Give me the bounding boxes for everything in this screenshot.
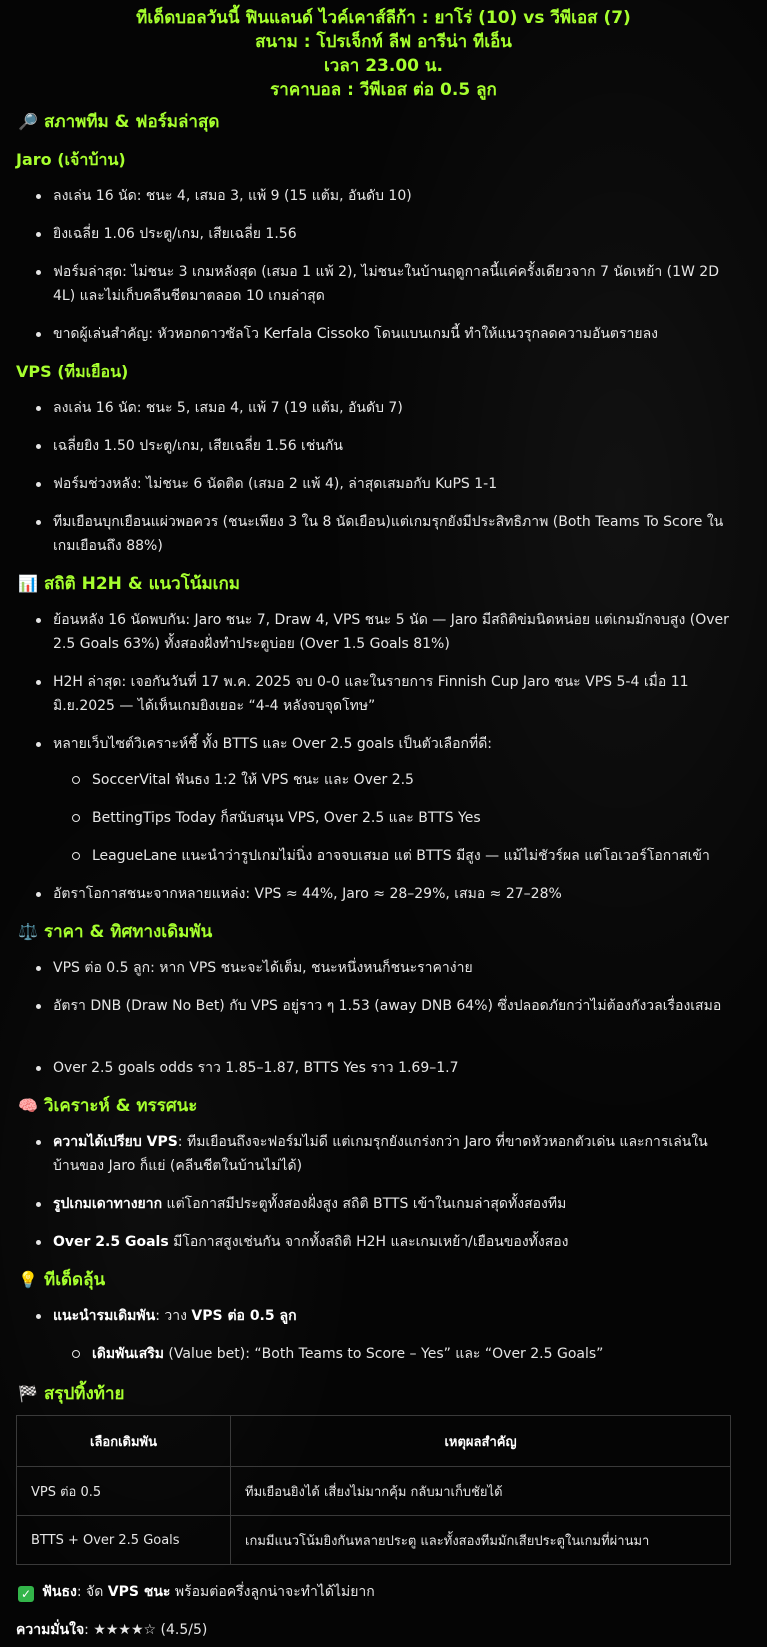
h2h-sublist-3 (0, 844, 767, 868)
item-text: มีโอกาสสูงเช่นกัน จากทั้งสถิติ H2H และเกมเหย้า/เยือนของทั้งสอง (168, 1234, 569, 1250)
odds-list (0, 956, 767, 980)
list-item: ลงเล่น 16 นัด: ชนะ 4, เสมอ 3, แพ้ 9 (15 แต้ม, อันดับ 10) (0, 184, 767, 208)
sub-list-item (0, 1342, 767, 1366)
jaro-list (0, 184, 767, 208)
list-item (0, 1130, 767, 1178)
h2h-sublist (0, 768, 767, 792)
list-item: ฟอร์มช่วงหลัง: ไม่ชนะ 6 นัดติด (เสมอ 2 แพ้ 4), ล่าสุดเสมอกับ KuPS 1-1 (0, 472, 767, 496)
tip-sublist (0, 1342, 767, 1366)
verdict-line (18, 1581, 767, 1603)
list-item: ลงเล่น 16 นัด: ชนะ 5, เสมอ 4, แพ้ 7 (19 แต้ม, อันดับ 7) (0, 396, 767, 420)
magnifier-icon: 🔎 (18, 112, 38, 131)
summary-table (16, 1415, 731, 1565)
sub-list-item: SoccerVital ฟันธง 1:2 ให้ VPS ชนะ และ Over 2.5 (0, 768, 767, 792)
section-title: สรุปทิ้งท้าย (44, 1384, 125, 1404)
table-cell: VPS ต่อ 0.5 (17, 1467, 231, 1516)
verdict-label: ฟันธง (42, 1584, 77, 1600)
h2h-list-4 (0, 882, 767, 906)
list-item: H2H ล่าสุด: เจอกันวันที่ 17 พ.ค. 2025 จบ 0-0 และในรายการ Finnish Cup Jaro ชนะ VPS 5-4 เมื่อ 11 มิ.ย.2025 — ได้เห็นเกมยิงเยอะ “4-4 หลังจบจุดโทษ” (0, 670, 767, 718)
checkered-flag-icon: 🏁 (18, 1384, 38, 1403)
vps-list-3 (0, 472, 767, 496)
table-cell: BTTS + Over 2.5 Goals (17, 1516, 231, 1565)
verdict-pick: VPS ชนะ (107, 1584, 171, 1600)
h2h-list-3 (0, 732, 767, 756)
table-header-row (17, 1416, 731, 1467)
tip-list (0, 1304, 767, 1328)
list-item: ยิงเฉลี่ย 1.06 ประตู/เกม, เสียเฉลี่ย 1.56 (0, 222, 767, 246)
confidence-rating: : ★★★★☆ (4.5/5) (84, 1622, 208, 1638)
headline-title: ทีเด็ดบอลวันนี้ ฟินแลนด์ ไวค์เคาส์ลีก้า : ยาโร่ (10) vs วีพีเอส (7) (136, 8, 631, 28)
jaro-list-4 (0, 322, 767, 346)
item-bold: แนะนำรมเดิมพัน (53, 1308, 156, 1324)
jaro-list-2 (0, 222, 767, 246)
vps-list-4 (0, 510, 767, 558)
list-item: ขาดผู้เล่นสำคัญ: หัวหอกดาวซัลโว Kerfala Cissoko โดนแบนเกมนี้ ทำให้แนวรุกลดความอันตรายลง (0, 322, 767, 346)
h2h-sublist-2 (0, 806, 767, 830)
headline-time: เวลา 23.00 น. (323, 56, 443, 76)
section-title: สถิติ H2H & แนวโน้มเกม (44, 574, 240, 594)
h2h-list-2 (0, 670, 767, 718)
item-bold: เดิมพันเสริม (92, 1346, 164, 1362)
item-bold: รูปเกมเดาทางยาก (53, 1196, 163, 1212)
confidence-line (16, 1619, 767, 1641)
column-header: เลือกเดิมพัน (17, 1416, 231, 1467)
table-cell: ทีมเยือนยิงได้ เสี่ยงไม่มากคุ้ม กลับมาเก็บชัยได้ (231, 1467, 731, 1516)
headline-odds: ราคาบอล : วีพีเอส ต่อ 0.5 ลูก (270, 80, 497, 100)
confidence-label: ความมั่นใจ (16, 1622, 85, 1638)
item-bold: Over 2.5 Goals (53, 1234, 169, 1250)
section-h2h-heading (18, 570, 767, 597)
jaro-subheading: Jaro (เจ้าบ้าน) (16, 150, 126, 169)
odds-list-2 (0, 994, 767, 1018)
odds-list-3 (0, 1056, 767, 1080)
list-item: เฉลี่ยยิง 1.50 ประตู/เกม, เสียเฉลี่ย 1.56 เช่นกัน (0, 434, 767, 458)
section-title: สภาพทีม & ฟอร์มล่าสุด (44, 112, 220, 132)
table-row (17, 1516, 731, 1565)
item-bold: ความได้เปรียบ VPS (53, 1134, 178, 1150)
vps-subheading: VPS (ทีมเยือน) (16, 362, 129, 381)
lightbulb-icon: 💡 (18, 1270, 38, 1289)
headline-venue: สนาม : โปรเจ็กท์ ลีฟ อารีน่า ทีเอ็น (255, 32, 512, 52)
section-title: ทีเด็ดลุ้น (44, 1270, 106, 1290)
table-cell: เกมมีแนวโน้มยิงกันหลายประตู และทั้งสองทีมมักเสียประตูในเกมที่ผ่านมา (231, 1516, 731, 1565)
list-item: ฟอร์มล่าสุด: ไม่ชนะ 3 เกมหลังสุด (เสมอ 1 แพ้ 2), ไม่ชนะในบ้านฤดูกาลนี้แค่ครั้งเดียวจาก 7 นัดเหย้า (1W 2D 4L) และไม่เก็บคลีนชีตมาตลอด 10 เกมล่าสุด (0, 260, 767, 308)
column-header: เหตุผลสำคัญ (231, 1416, 731, 1467)
list-item: หลายเว็บไซต์วิเคราะห์ชี้ ทั้ง BTTS และ Over 2.5 goals เป็นตัวเลือกที่ดี: (0, 732, 767, 756)
verdict-text: : จัด (76, 1584, 108, 1600)
item-bold: VPS ต่อ 0.5 ลูก (191, 1308, 297, 1324)
section-title: วิเคราะห์ & ทรรศนะ (44, 1096, 198, 1116)
list-item: ย้อนหลัง 16 นัดพบกัน: Jaro ชนะ 7, Draw 4, VPS ชนะ 5 นัด — Jaro มีสถิติข่มนิดหน่อย แต่เกมมักจบสูง (Over 2.5 Goals 63%) ทั้งสองฝั่งทำประตูบ่อย (Over 1.5 Goals 81%) (0, 608, 767, 656)
sub-list-item: LeagueLane แนะนำว่ารูปเกมไม่นิ่ง อาจจบเสมอ แต่ BTTS มีสูง — แม้ไม่ชัวร์ผล แต่โอเวอร์โอกาสเข้า (0, 844, 767, 868)
h2h-list (0, 608, 767, 656)
item-text: : วาง (155, 1308, 192, 1324)
item-text: แต่โอกาสมีประตูทั้งสองฝั่งสูง สถิติ BTTS เข้าในเกมล่าสุดทั้งสองทีม (162, 1196, 567, 1212)
section-analysis-heading (18, 1092, 767, 1119)
analysis-list-2 (0, 1192, 767, 1216)
sub-list-item: BettingTips Today ก็สนับสนุน VPS, Over 2.5 และ BTTS Yes (0, 806, 767, 830)
jaro-list-3 (0, 260, 767, 308)
list-item: อัตรา DNB (Draw No Bet) กับ VPS อยู่ราว ๆ 1.53 (away DNB 64%) ซึ่งปลอดภัยกว่าไม่ต้องกังวลเรื่องเสมอ (0, 994, 767, 1018)
brain-icon: 🧠 (18, 1096, 38, 1115)
scales-icon: ⚖️ (18, 922, 38, 941)
list-item: Over 2.5 goals odds ราว 1.85–1.87, BTTS Yes ราว 1.69–1.7 (0, 1056, 767, 1080)
section-team-form-heading (18, 108, 767, 135)
section-summary-heading (18, 1380, 767, 1407)
section-title: ราคา & ทิศทางเดิมพัน (44, 922, 213, 942)
verdict-text: พร้อมต่อครึ่งลูกน่าจะทำได้ไม่ยาก (170, 1584, 375, 1600)
bar-chart-icon: 📊 (18, 574, 38, 593)
list-item (0, 1192, 767, 1216)
section-tip-heading (18, 1266, 767, 1293)
analysis-list (0, 1130, 767, 1178)
vps-list-2 (0, 434, 767, 458)
vps-list (0, 396, 767, 420)
section-odds-heading (18, 918, 767, 945)
list-item (0, 1230, 767, 1254)
item-text: : ทีมเยือนถึงจะฟอร์มไม่ดี แต่เกมรุกยังแกร่งกว่า Jaro ที่ขาดหัวหอกตัวเด่น และการเล่นในบ้านของ Jaro ก็แย่ (คลีนชีตในบ้านไม่ได้) (53, 1134, 708, 1174)
check-icon: ✓ (18, 1586, 34, 1602)
item-text: (Value bet): “Both Teams to Score – Yes” และ “Over 2.5 Goals” (163, 1346, 604, 1362)
article-header (0, 0, 767, 102)
list-item: อัตราโอกาสชนะจากหลายแหล่ง: VPS ≈ 44%, Jaro ≈ 28–29%, เสมอ ≈ 27–28% (0, 882, 767, 906)
list-item (0, 1304, 767, 1328)
analysis-list-3 (0, 1230, 767, 1254)
table-row (17, 1467, 731, 1516)
list-item: VPS ต่อ 0.5 ลูก: หาก VPS ชนะจะได้เต็ม, ชนะหนึ่งหนก็ชนะราคาง่าย (0, 956, 767, 980)
list-item: ทีมเยือนบุกเยือนแผ่วพอควร (ชนะเพียง 3 ใน 8 นัดเยือน)แต่เกมรุกยังมีประสิทธิภาพ (Both Teams To Score ในเกมเยือนถึง 88%) (0, 510, 767, 558)
